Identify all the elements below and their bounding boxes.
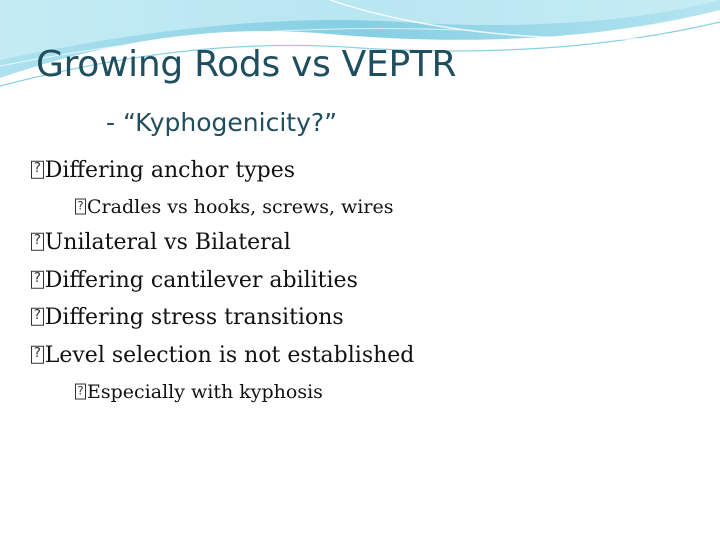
bullet-text: Unilateral vs Bilateral bbox=[44, 230, 291, 255]
bullet-item bbox=[31, 268, 358, 293]
bullet-icon bbox=[31, 271, 44, 289]
bullet-text: Especially with kyphosis bbox=[87, 381, 323, 403]
bullet-text: Differing anchor types bbox=[44, 158, 296, 183]
bullet-text: Differing cantilever abilities bbox=[44, 268, 358, 293]
sub-bullet-item bbox=[75, 381, 323, 403]
bullet-icon bbox=[75, 384, 86, 400]
sub-bullet-item bbox=[75, 196, 393, 218]
bullet-icon bbox=[31, 161, 44, 179]
bullet-text: Level selection is not established bbox=[44, 343, 415, 368]
bullet-item bbox=[31, 305, 344, 330]
bullet-icon bbox=[31, 233, 44, 251]
bullet-item bbox=[31, 343, 414, 368]
bullet-text: Cradles vs hooks, screws, wires bbox=[87, 196, 394, 218]
bullet-text: Differing stress transitions bbox=[44, 305, 344, 330]
bullet-item bbox=[31, 158, 295, 183]
bullet-icon bbox=[31, 346, 44, 364]
bullet-icon bbox=[31, 308, 44, 326]
bullet-icon bbox=[75, 199, 86, 215]
slide-title: Growing Rods vs VEPTR bbox=[36, 44, 457, 85]
slide-subtitle: - “Kyphogenicity?” bbox=[106, 108, 338, 137]
bullet-item bbox=[31, 230, 291, 255]
